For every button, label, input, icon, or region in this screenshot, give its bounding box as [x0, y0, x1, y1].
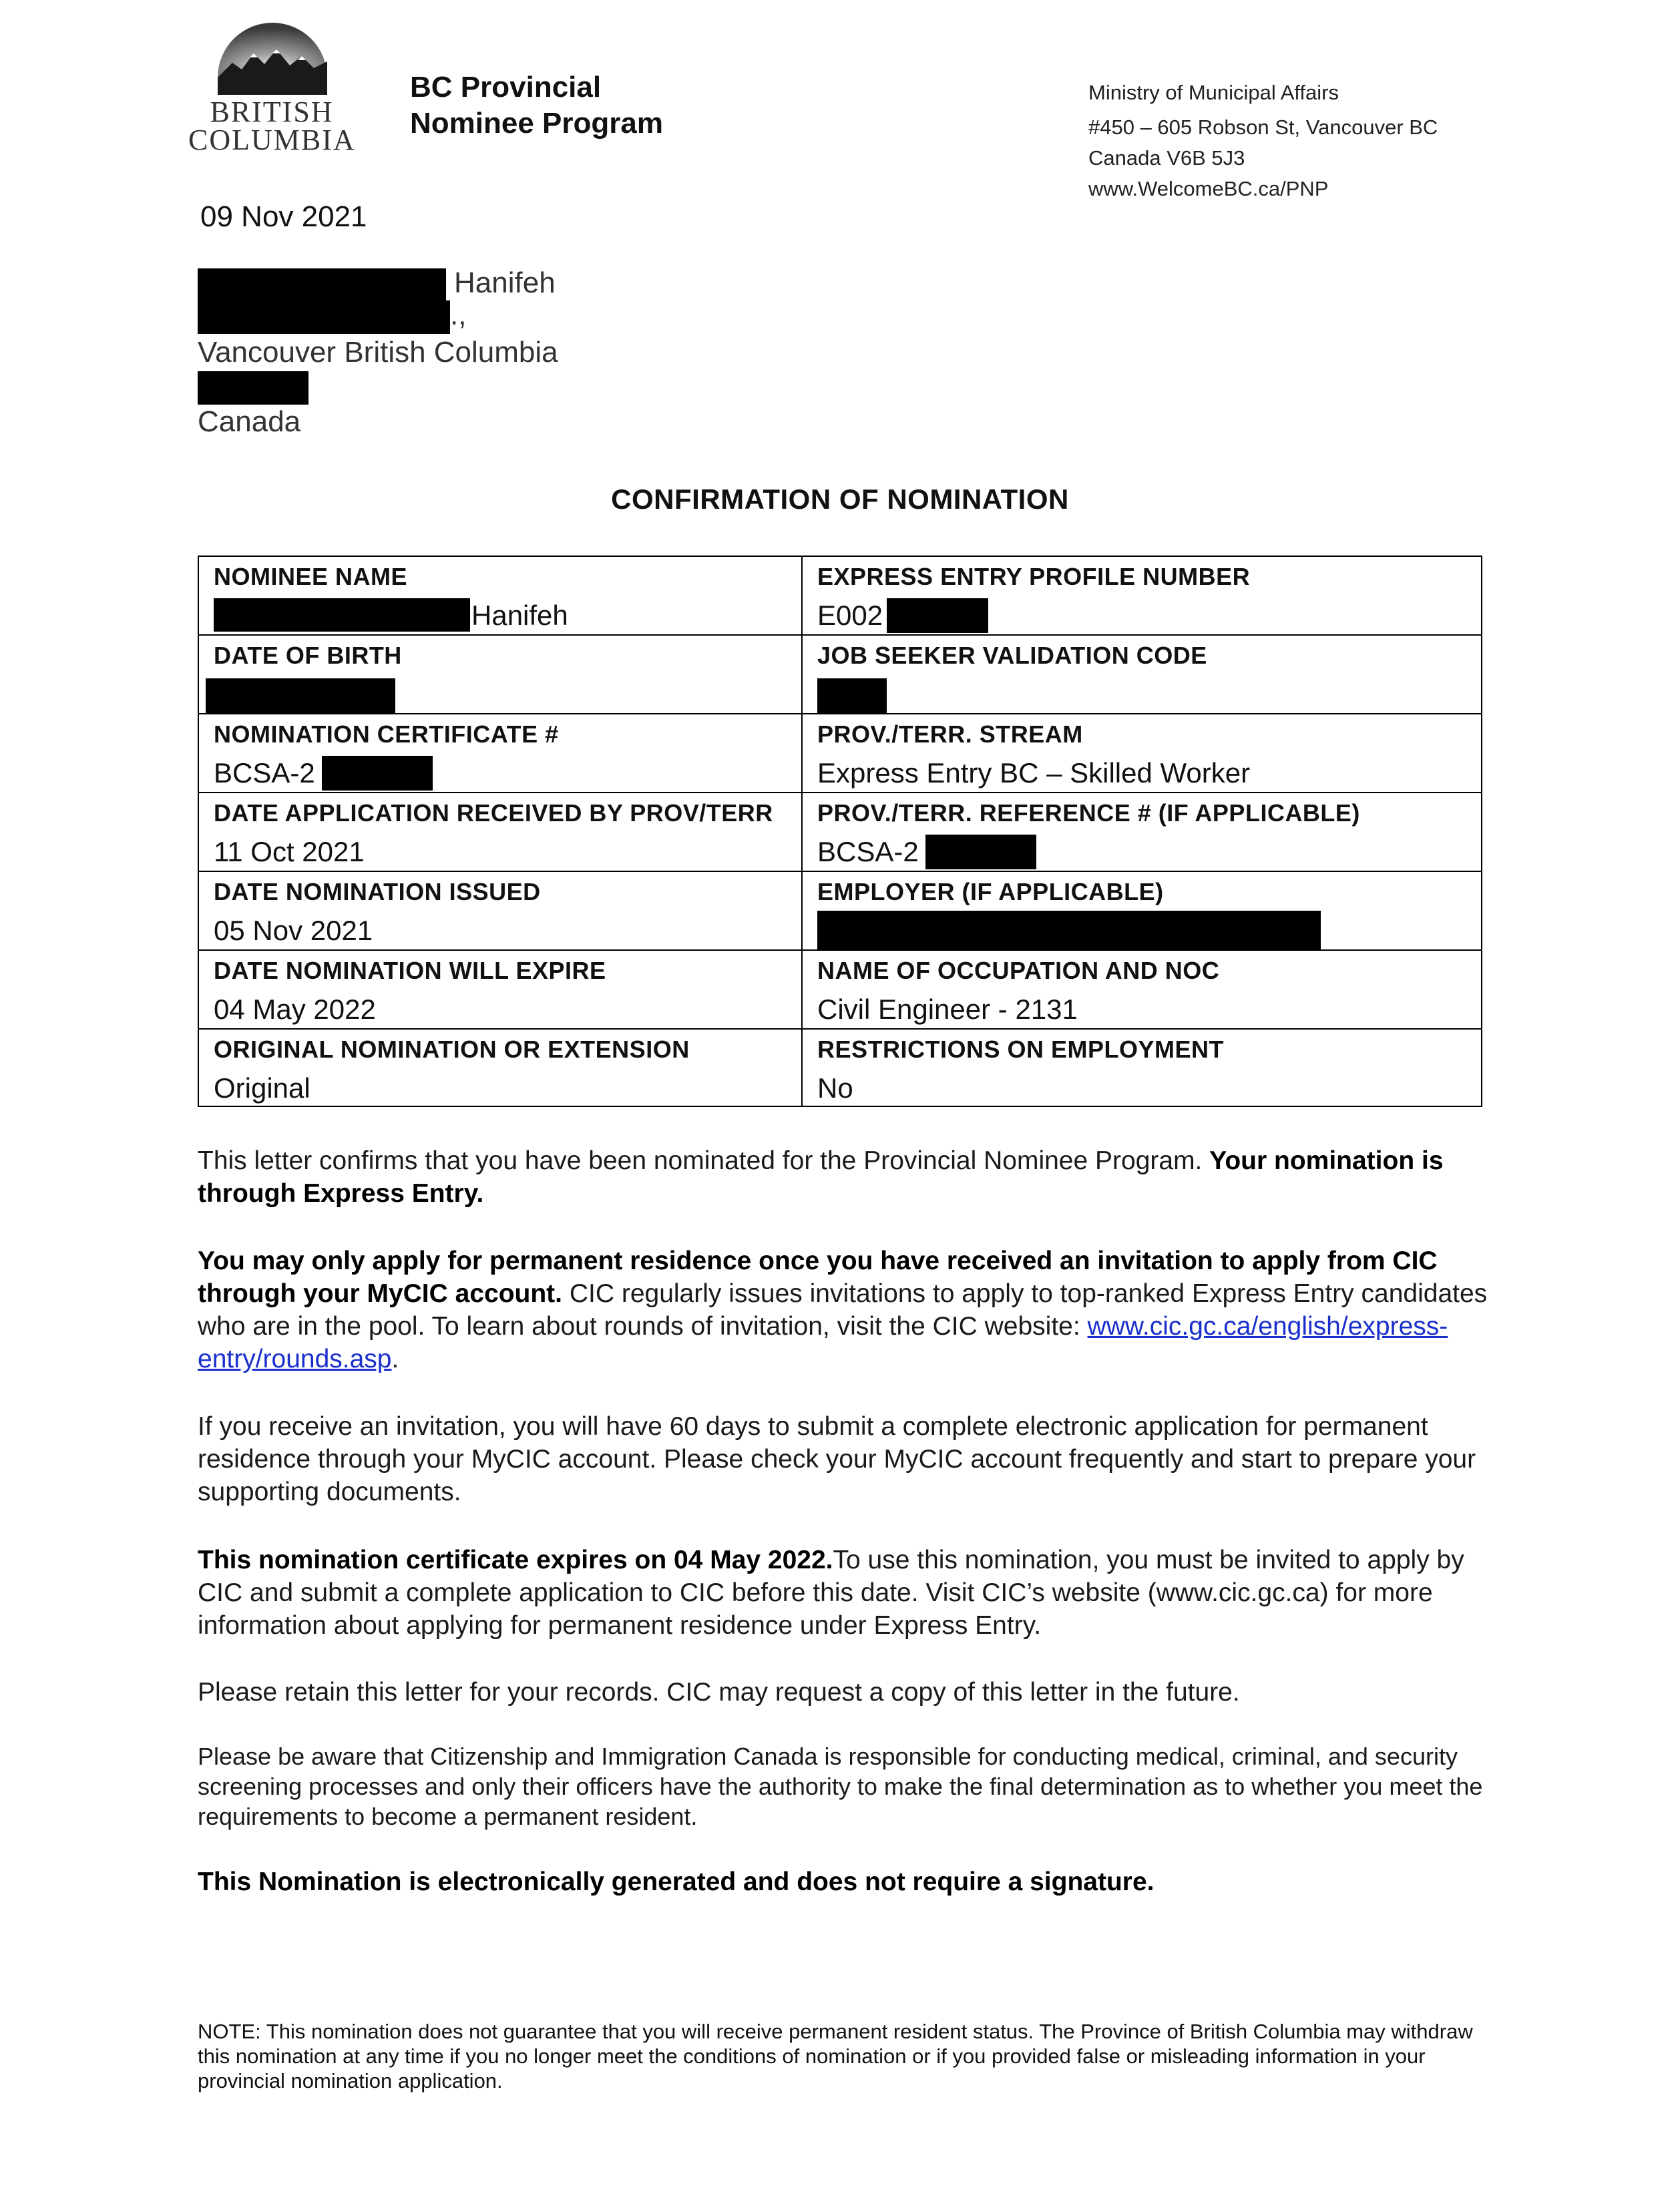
value-stream: Express Entry BC – Skilled Worker	[817, 757, 1251, 789]
label-nomination-certificate: NOMINATION CERTIFICATE #	[214, 720, 559, 748]
redacted-date-of-birth	[206, 678, 395, 713]
label-stream: PROV./TERR. STREAM	[817, 720, 1083, 748]
rounds-link[interactable]: www.cic.gc.ca/english/express-entry/rounds.asp	[198, 1312, 1448, 1373]
nomination-details-table	[198, 556, 1482, 1107]
label-original-or-extension: ORIGINAL NOMINATION OR EXTENSION	[214, 1036, 690, 1063]
paragraph-expiry	[198, 1544, 1493, 1642]
p4-bold: This nomination certificate expires on 04 May 2022.	[198, 1546, 833, 1574]
redacted-profile-number	[887, 598, 988, 633]
cell-date-of-birth	[199, 636, 803, 714]
label-job-seeker-code: JOB SEEKER VALIDATION CODE	[817, 642, 1207, 669]
paragraph-electronic	[198, 1865, 1493, 1898]
p2-bold: You may only apply for permanent residence once you have received an invitation to apply from CIC through your MyCIC account.	[198, 1247, 1438, 1308]
label-date-nomination-expire: DATE NOMINATION WILL EXPIRE	[214, 957, 606, 984]
paragraph-screening: Please be aware that Citizenship and Immigration Canada is responsible for conducting medical, criminal, and security screening processes and only their officers have the authority to make the final determination as to whether you meet the requirements to become a permanent resident.	[198, 1743, 1483, 1830]
redacted-recipient-postal-code	[198, 371, 308, 405]
ministry-address-line1: #450 – 605 Robson St, Vancouver BC	[1088, 116, 1438, 139]
value-express-entry-profile: E002	[817, 600, 883, 631]
program-title	[410, 69, 663, 142]
cell-stream	[803, 714, 1481, 793]
label-express-entry-profile: EXPRESS ENTRY PROFILE NUMBER	[817, 563, 1251, 590]
value-restrictions: No	[817, 1072, 853, 1104]
cell-express-entry-profile	[803, 557, 1481, 636]
value-original-or-extension: Original	[214, 1072, 310, 1104]
redacted-nominee-surname	[214, 598, 470, 632]
cell-date-application-received	[199, 793, 803, 872]
letter-date: 09 Nov 2021	[200, 200, 367, 233]
value-date-application-received: 11 Oct 2021	[214, 836, 365, 867]
p2-text: CIC regularly issues invitations to apply to top-ranked Express Entry candidates who are in the pool. To learn about rounds of invitation, visit the CIC website:	[198, 1279, 1488, 1341]
p1-text: This letter confirms that you have been nominated for the Provincial Nominee Program.	[198, 1146, 1210, 1175]
label-occupation-noc: NAME OF OCCUPATION AND NOC	[817, 957, 1220, 984]
label-nominee-name: NOMINEE NAME	[214, 563, 408, 590]
recipient-address	[198, 266, 558, 439]
document-title: CONFIRMATION OF NOMINATION	[611, 483, 1069, 515]
cell-reference-number	[803, 793, 1481, 872]
ministry-website: www.WelcomeBC.ca/PNP	[1088, 177, 1329, 200]
ministry-address-block	[1088, 77, 1438, 204]
cell-occupation-noc	[803, 951, 1481, 1030]
ministry-address-line2: Canada V6B 5J3	[1088, 146, 1245, 170]
cell-employer	[803, 872, 1481, 951]
value-occupation-noc: Civil Engineer - 2131	[817, 994, 1078, 1025]
bc-logo-sun-mountains-icon	[212, 16, 333, 95]
redacted-recipient-street	[198, 300, 450, 334]
logo-text-british: BRITISH	[210, 95, 334, 128]
program-title-line2: Nominee Program	[410, 107, 663, 140]
paragraph-invitation: If you receive an invitation, you will have 60 days to submit a complete electronic application for permanent residence through your MyCIC account. Please check your MyCIC account frequently and start to prepare your supporting documents.	[198, 1412, 1476, 1506]
value-nomination-certificate: BCSA-2	[214, 757, 315, 789]
paragraph-confirmation	[198, 1144, 1493, 1210]
label-reference-number: PROV./TERR. REFERENCE # (IF APPLICABLE)	[817, 799, 1360, 827]
redacted-reference-number	[925, 835, 1036, 869]
p7-bold: This Nomination is electronically generated and does not require a signature.	[198, 1868, 1154, 1896]
cell-nomination-certificate	[199, 714, 803, 793]
cell-original-or-extension	[199, 1030, 803, 1106]
cell-job-seeker-code	[803, 636, 1481, 714]
label-employer: EMPLOYER (IF APPLICABLE)	[817, 878, 1164, 905]
paragraph-apply-instructions	[198, 1245, 1493, 1375]
cell-restrictions	[803, 1030, 1481, 1106]
program-title-line1: BC Provincial	[410, 71, 602, 103]
paragraph-retain: Please retain this letter for your records. CIC may request a copy of this letter in the future.	[198, 1678, 1240, 1707]
cell-nominee-name	[199, 557, 803, 636]
footer-note: NOTE: This nomination does not guarantee that you will receive permanent resident status. The Province of British Columbia may withdraw this nomination at any time if you no longer meet the conditions of nomination or if you provided false or misleading information in your provincial nomination application.	[198, 2020, 1473, 2093]
p4-text: To use this nomination, you must be invited to apply by CIC and submit a complete application to CIC before this date. Visit CIC’s website (www.cic.gc.ca) for more information about applying for permanent residence under Express Entry.	[198, 1546, 1464, 1640]
cell-date-nomination-expire	[199, 951, 803, 1030]
recipient-name-suffix: Hanifeh	[454, 266, 556, 299]
value-date-nomination-expire: 04 May 2022	[214, 994, 376, 1025]
value-date-nomination-issued: 05 Nov 2021	[214, 915, 373, 946]
p2-end: .	[391, 1345, 399, 1373]
ministry-name: Ministry of Municipal Affairs	[1088, 81, 1339, 104]
cell-date-nomination-issued	[199, 872, 803, 951]
label-date-of-birth: DATE OF BIRTH	[214, 642, 402, 669]
recipient-city: Vancouver British Columbia	[198, 336, 558, 369]
label-date-application-received: DATE APPLICATION RECEIVED BY PROV/TERR	[214, 799, 773, 827]
redacted-recipient-name	[198, 268, 446, 300]
label-restrictions: RESTRICTIONS ON EMPLOYMENT	[817, 1036, 1225, 1063]
value-reference-number: BCSA-2	[817, 836, 919, 867]
redacted-job-seeker-code	[817, 678, 887, 713]
recipient-street-suffix: .,	[450, 298, 467, 331]
value-nominee-name: Hanifeh	[471, 600, 568, 631]
p1-bold: Your nomination is through Express Entry.	[198, 1146, 1444, 1208]
redacted-certificate-number	[322, 756, 433, 791]
logo-text-columbia: COLUMBIA	[188, 124, 356, 156]
recipient-country: Canada	[198, 405, 301, 438]
redacted-employer	[817, 911, 1321, 951]
label-date-nomination-issued: DATE NOMINATION ISSUED	[214, 878, 541, 905]
